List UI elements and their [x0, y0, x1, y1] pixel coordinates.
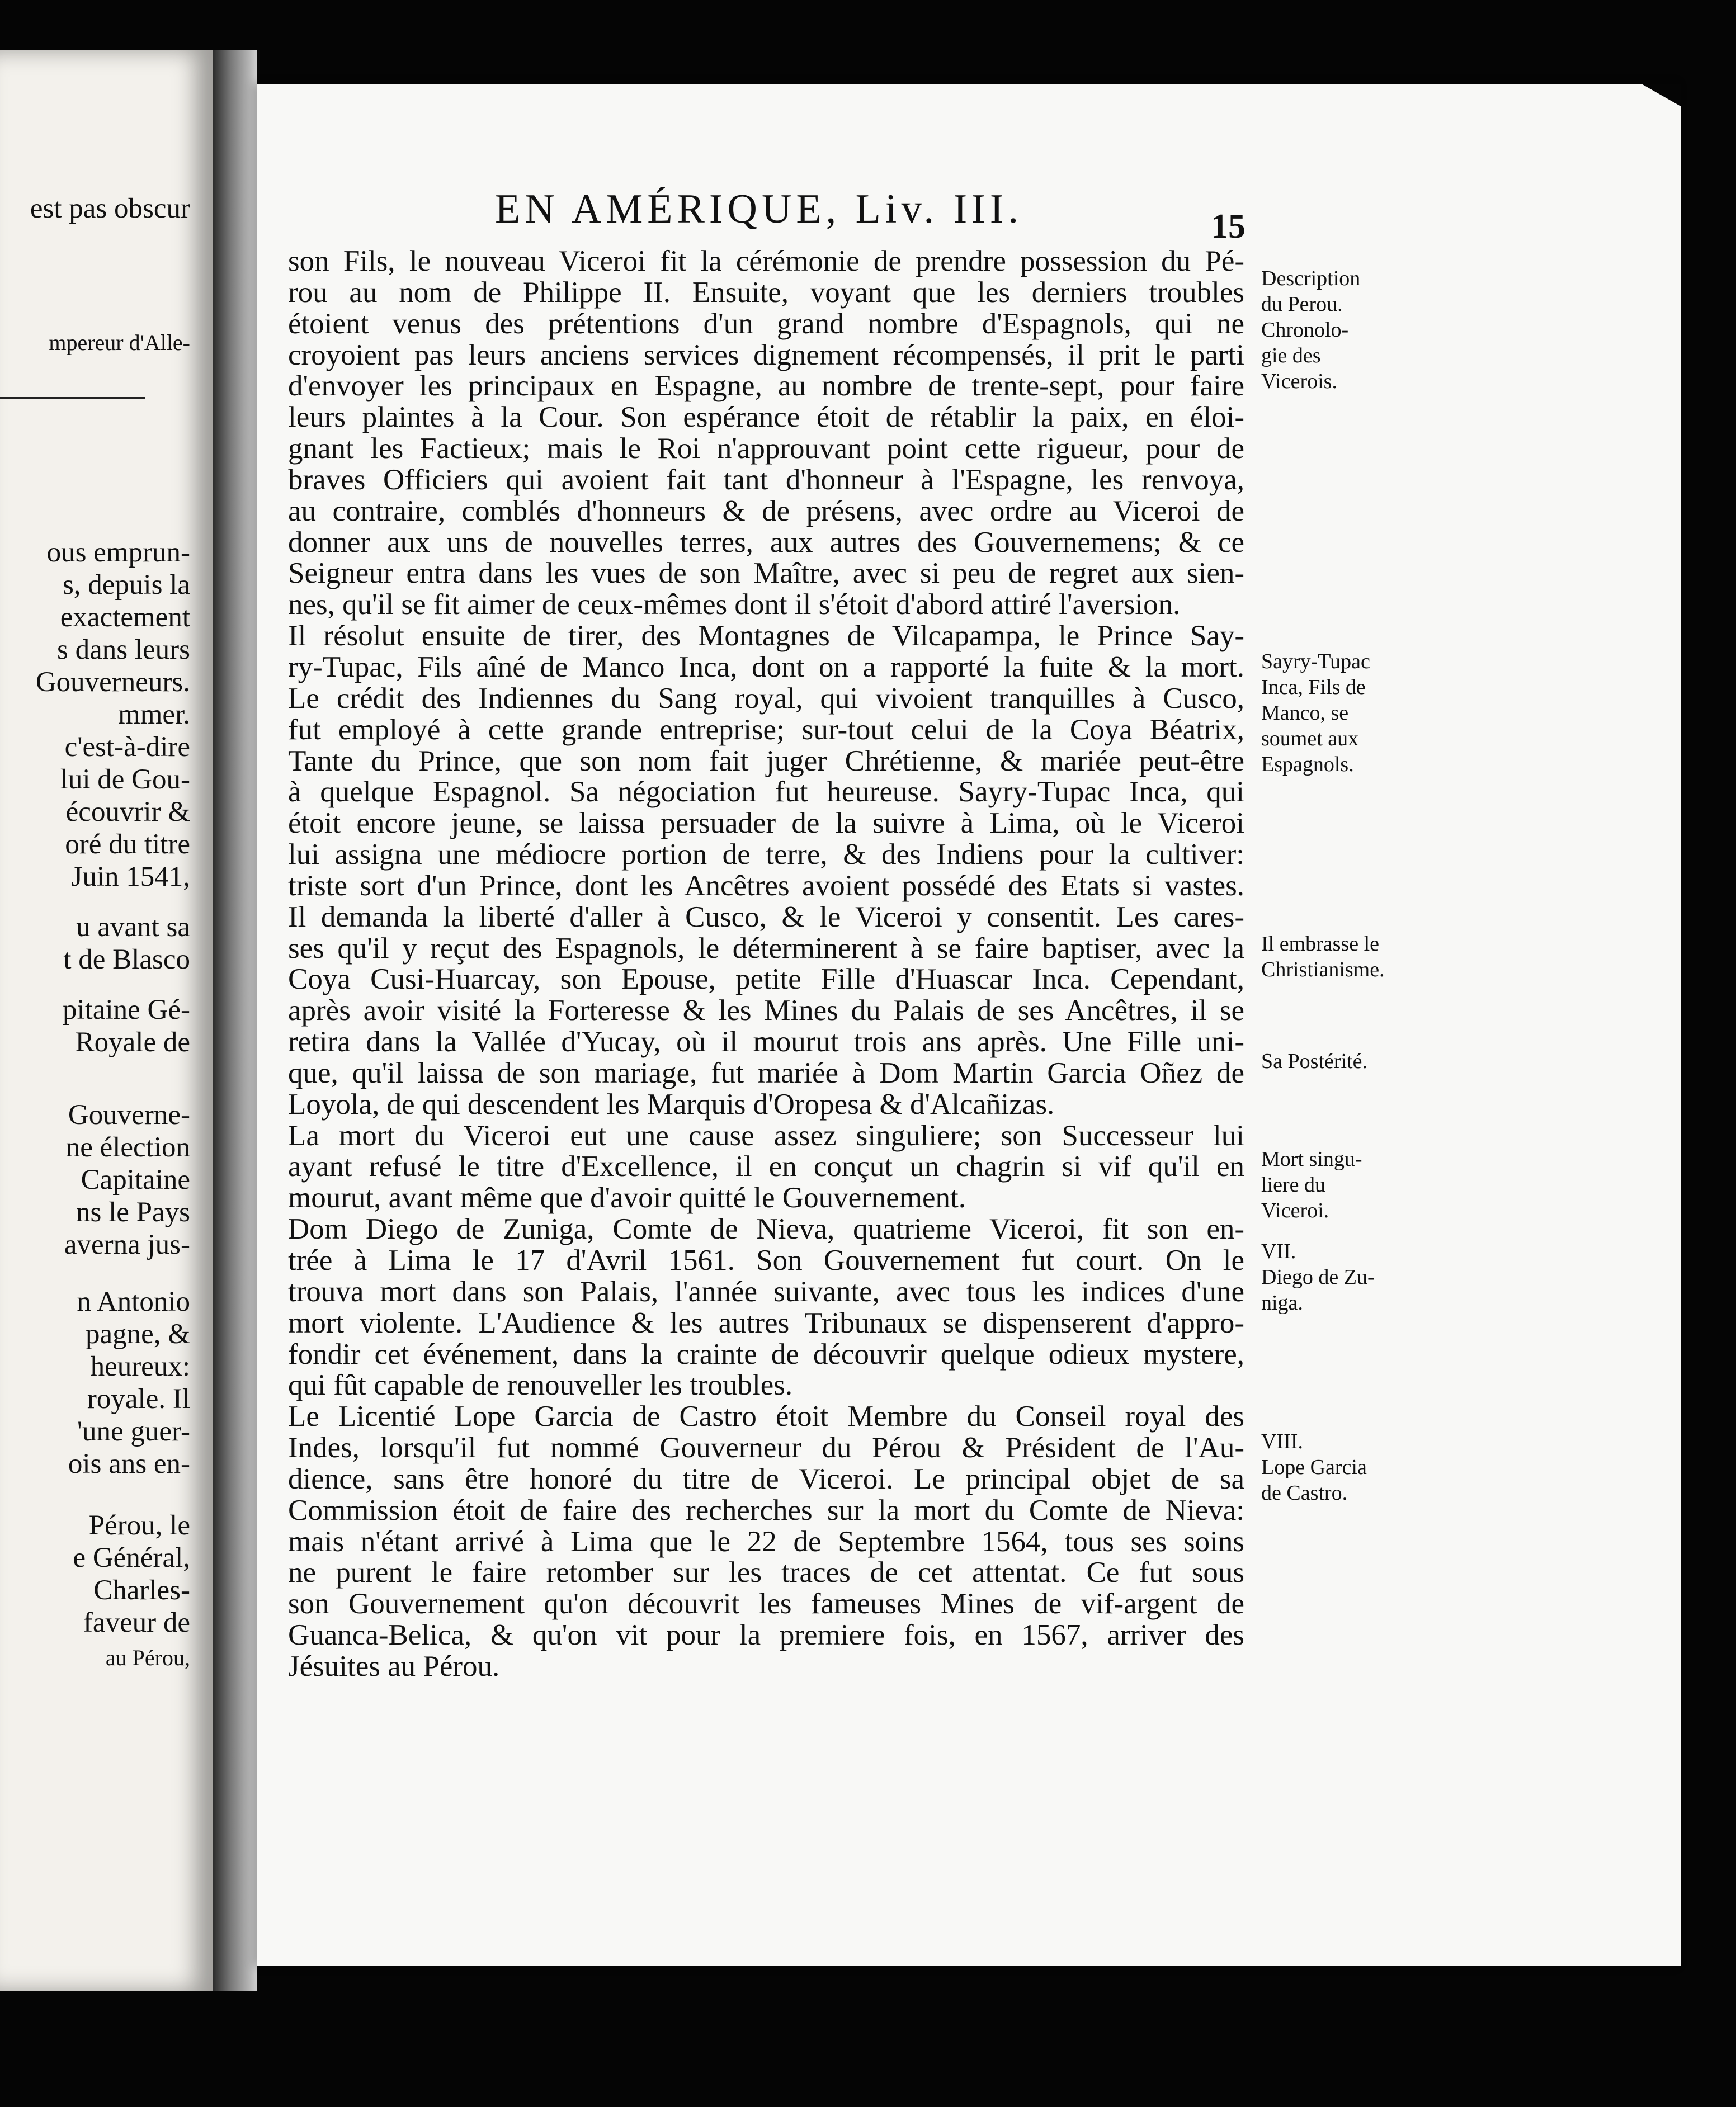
body-line: mort violente. L'Audience & les autres Tribunaux se dispenserent d'appro- — [288, 1306, 1244, 1339]
left-page-line: s dans leurs — [57, 634, 190, 665]
body-line: ry-Tupac, Fils aîné de Manco Inca, dont on a rapporté la fuite & la mort. — [288, 650, 1244, 683]
margin-note-line: soumet aux — [1261, 727, 1359, 750]
left-page-line: Juin 1541, — [71, 861, 190, 892]
body-line: au contraire, comblés d'honneurs & de présens, avec ordre au Viceroi de — [288, 494, 1244, 527]
body-line: Tante du Prince, que son nom fait juger Chrétienne, & mariée peut-être — [288, 744, 1244, 777]
body-line: Indes, lorsqu'il fut nommé Gouverneur du Pérou & Président de l'Au- — [288, 1432, 1244, 1464]
left-page-line: Capitaine — [81, 1164, 190, 1196]
body-line: leurs plaintes à la Cour. Son espérance étoit de rétablir la paix, en éloi- — [288, 401, 1244, 434]
margin-note-line: Sayry-Tupac — [1261, 650, 1370, 673]
margin-note — [1261, 1429, 1423, 1506]
margin-note-line: Il embrasse le — [1261, 932, 1380, 956]
left-page-line: pagne, & — [86, 1319, 190, 1350]
body-line: La mort du Viceroi eut une cause assez singuliere; son Successeur lui — [288, 1119, 1244, 1152]
body-line: Le crédit des Indiennes du Sang royal, qui vivoient tranquilles à Cusco, — [288, 682, 1244, 715]
left-page-line: exactement — [60, 602, 190, 633]
body-line: étoient venus des prétentions d'un grand nombre d'Espagnols, qui ne — [288, 307, 1244, 340]
margin-note-line: Lope Garcia — [1261, 1456, 1367, 1479]
body-line: mourut, avant même que d'avoir quitté le Gouvernement. — [288, 1182, 966, 1215]
margin-note — [1261, 1146, 1423, 1223]
margin-note-line: Chronolo- — [1261, 318, 1349, 342]
margin-note — [1261, 1048, 1423, 1074]
body-line: dience, sans être honoré du titre de Viceroi. Le principal objet de sa — [288, 1462, 1244, 1495]
body-line: trée à Lima le 17 d'Avril 1561. Son Gouvernement fut court. On le — [288, 1244, 1244, 1277]
margin-note-line: Vicerois. — [1261, 370, 1337, 393]
margin-note-line: Manco, se — [1261, 701, 1349, 725]
left-page-line: ois ans en- — [68, 1448, 190, 1480]
body-line: qui fût capable de renouveller les troubles. — [288, 1369, 793, 1402]
body-line: retira dans la Vallée d'Yucay, où il mourut trois ans après. Une Fille uni- — [288, 1026, 1244, 1059]
body-line: trouva mort dans son Palais, l'année suivante, avec tous les indices d'une — [288, 1275, 1244, 1308]
body-line: Seigneur entra dans les vues de son Maître, avec si peu de regret aux sien- — [288, 557, 1244, 590]
body-line: triste sort d'un Prince, dont les Ancêtres avoient possédé des Etats si vastes. — [288, 869, 1244, 902]
body-line: Il résolut ensuite de tirer, des Montagnes de Vilcapampa, le Prince Say- — [288, 620, 1244, 653]
left-page-line: au Pérou, — [105, 1645, 190, 1670]
left-page-line: pitaine Gé- — [63, 994, 190, 1026]
margin-note-line: Christianisme. — [1261, 958, 1385, 981]
section-rule — [0, 397, 145, 399]
margin-note-line: liere du — [1261, 1173, 1326, 1197]
body-line: Dom Diego de Zuniga, Comte de Nieva, quatrieme Viceroi, fit son en- — [288, 1213, 1244, 1246]
body-line: croyoient pas leurs anciens services dignement récompensés, il prit le parti — [288, 338, 1244, 371]
body-line: mais n'étant arrivé à Lima que le 22 de Septembre 1564, tous ses soins — [288, 1525, 1244, 1558]
body-line: lui assigna une médiocre portion de terre, & des Indiens pour la cultiver: — [288, 838, 1244, 871]
left-page-line: ne élection — [65, 1132, 190, 1163]
margin-note — [1261, 1239, 1423, 1316]
left-page-line: Gouverneurs. — [35, 667, 190, 698]
body-line: gnant les Factieux; mais le Roi n'approuvant point cette rigueur, pour de — [288, 432, 1244, 465]
left-page-line: s, depuis la — [62, 569, 190, 601]
left-page-line: mmer. — [118, 699, 190, 730]
left-page-line: ns le Pays — [76, 1197, 190, 1228]
body-line: Le Licentié Lope Garcia de Castro étoit Membre du Conseil royal des — [288, 1400, 1244, 1433]
left-page-line: Charles- — [93, 1575, 190, 1606]
left-page-line: royale. Il — [87, 1383, 190, 1415]
margin-note — [1261, 931, 1423, 982]
left-page-line: Royale de — [75, 1027, 190, 1058]
left-page-line: t de Blasco — [63, 944, 190, 975]
body-line: Guanca-Belica, & qu'on vit pour la premiere fois, en 1567, arriver des — [288, 1619, 1244, 1652]
margin-note-line: Espagnols. — [1261, 753, 1354, 776]
body-line: étoit encore jeune, se laissa persuader de la suivre à Lima, où le Viceroi — [288, 807, 1244, 840]
left-page-line: lui de Gou- — [60, 764, 190, 795]
margin-note-line: Diego de Zu- — [1261, 1265, 1375, 1289]
body-line: ne purent le faire retomber sur les traces de cet attentat. Ce fut sous — [288, 1556, 1244, 1589]
body-line: donner aux uns de nouvelles terres, aux autres des Gouvernemens; & ce — [288, 526, 1244, 559]
left-page-line: e Général, — [73, 1542, 190, 1574]
body-line: rou au nom de Philippe II. Ensuite, voyant que les derniers troubles — [288, 276, 1244, 309]
margin-note-line: Mort singu- — [1261, 1147, 1362, 1171]
left-page-fragment — [0, 50, 213, 1991]
body-line: Commission étoit de faire des recherches sur la mort du Comte de Nieva: — [288, 1494, 1244, 1527]
body-line: d'envoyer les principaux en Espagne, au nombre de trente-sept, pour faire — [288, 370, 1244, 403]
body-line: braves Officiers qui avoient fait tant d'honneur à l'Espagne, les renvoya, — [288, 463, 1244, 496]
body-line: ayant refusé le titre d'Excellence, il en conçut un chagrin si vif qu'il en — [288, 1150, 1244, 1183]
left-page-line: u avant sa — [76, 911, 190, 943]
body-line: ses qu'il y reçut des Espagnols, le déterminerent à se faire baptiser, avec la — [288, 932, 1244, 965]
left-page-line: écouvrir & — [65, 796, 190, 828]
body-line: son Gouvernement qu'on découvrit les fameuses Mines de vif-argent de — [288, 1588, 1244, 1621]
body-line: Coya Cusi-Huarcay, son Epouse, petite Fille d'Huascar Inca. Cependant, — [288, 963, 1244, 996]
left-page-line: c'est-à-dire — [64, 731, 190, 763]
left-page-line: heureux: — [90, 1351, 190, 1382]
margin-note-line: Description — [1261, 267, 1361, 290]
left-page-line: est pas obscur — [30, 193, 190, 224]
margin-note — [1261, 649, 1423, 777]
left-page-line: Gouverne- — [68, 1099, 190, 1131]
left-page-line: ous emprun- — [46, 537, 190, 568]
left-page-line: mpereur d'Alle- — [49, 330, 190, 355]
margin-note-line: gie des — [1261, 344, 1321, 367]
body-line: fut employé à cette grande entreprise; sur-tout celui de la Coya Béatrix, — [288, 713, 1244, 746]
margin-note-line: Viceroi. — [1261, 1199, 1329, 1222]
body-line: Il demanda la liberté d'aller à Cusco, & le Viceroi y consentit. Les cares- — [288, 900, 1244, 933]
left-page-line: oré du titre — [65, 829, 190, 860]
margin-note-line: niga. — [1261, 1291, 1303, 1315]
body-line: son Fils, le nouveau Viceroi fit la cérémonie de prendre possession du Pé- — [288, 245, 1244, 277]
page-number: 15 — [1211, 207, 1246, 245]
running-head: EN AMÉRIQUE, Liv. III. — [495, 186, 1023, 232]
body-line: nes, qu'il se fit aimer de ceux-mêmes dont il s'étoit d'abord attiré l'aversion. — [288, 588, 1181, 621]
body-line: que, qu'il laissa de son mariage, fut mariée à Dom Martin Garcia Oñez de — [288, 1056, 1244, 1089]
left-page-line: averna jus- — [64, 1229, 190, 1260]
margin-note-line: VII. — [1261, 1240, 1296, 1263]
margin-note-line: du Perou. — [1261, 292, 1343, 316]
left-page-line: Pérou, le — [88, 1510, 190, 1541]
body-line: Loyola, de qui descendent les Marquis d'Oropesa & d'Alcañizas. — [288, 1088, 1055, 1121]
left-page-line: n Antonio — [77, 1286, 190, 1317]
body-line: à quelque Espagnol. Sa négociation fut heureuse. Sayry-Tupac Inca, qui — [288, 776, 1244, 809]
margin-note-line: Inca, Fils de — [1261, 675, 1366, 699]
margin-note-line: de Castro. — [1261, 1481, 1348, 1505]
margin-note-line: Sa Postérité. — [1261, 1050, 1367, 1073]
body-line: Jésuites au Pérou. — [288, 1650, 500, 1683]
margin-note-line: VIII. — [1261, 1430, 1303, 1453]
body-line: après avoir visité la Forteresse & les Mines du Palais de ses Ancêtres, il se — [288, 994, 1244, 1027]
book-gutter — [213, 50, 257, 1991]
margin-note — [1261, 266, 1423, 394]
body-line: fondir cet événement, dans la crainte de découvrir quelque odieux mystere, — [288, 1338, 1244, 1371]
left-page-line: 'une guer- — [77, 1416, 190, 1447]
left-page-line: faveur de — [83, 1607, 190, 1638]
body-text — [288, 246, 1244, 1683]
